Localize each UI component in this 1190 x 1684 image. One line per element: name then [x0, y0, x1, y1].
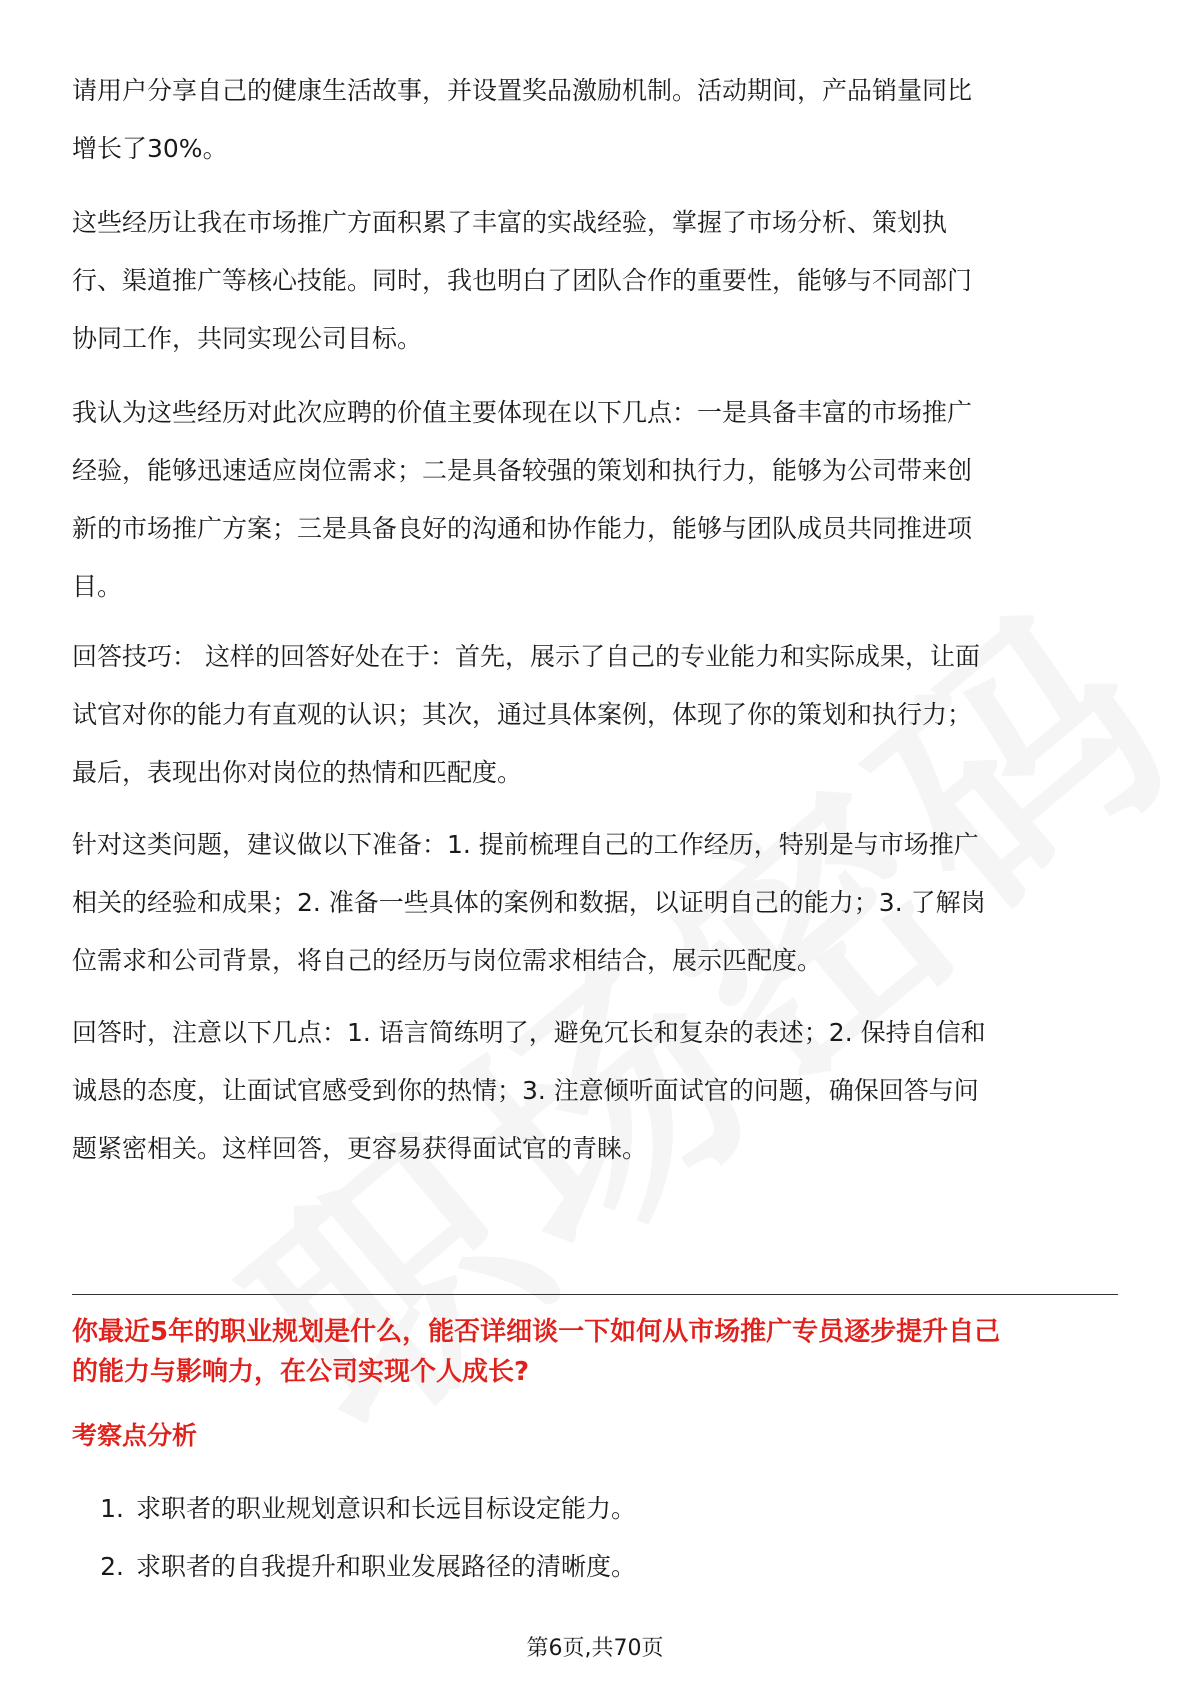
paragraph-answer-tips: [72, 628, 1118, 802]
list-item-text: 求职者的自我提升和职业发展路径的清晰度。: [136, 1552, 637, 1581]
text-line: 新的市场推广方案；三是具备良好的沟通和协作能力，能够与团队成员共同推进项: [72, 514, 973, 543]
text-line: 回答技巧： 这样的回答好处在于：首先，展示了自己的专业能力和实际成果，让面: [72, 642, 980, 671]
text-line: 增长了30%。: [72, 134, 228, 163]
interview-question: [72, 1312, 1118, 1392]
analysis-list: [72, 1480, 636, 1596]
paragraph-value-points: [72, 384, 1118, 616]
list-item-number: 1.: [100, 1494, 124, 1523]
text-line: 试官对你的能力有直观的认识；其次，通过具体案例，体现了你的策划和执行力；: [72, 700, 973, 729]
analysis-heading: 考察点分析: [72, 1421, 198, 1450]
text-line: 最后，表现出你对岗位的热情和匹配度。: [72, 758, 523, 787]
question-line: 的能力与影响力，在公司实现个人成长?: [72, 1357, 530, 1387]
list-item-text: 求职者的职业规划意识和长远目标设定能力。: [136, 1494, 637, 1523]
page-number: 第6页,共70页: [526, 1636, 664, 1661]
text-line: 针对这类问题，建议做以下准备：1. 提前梳理自己的工作经历，特别是与市场推广: [72, 830, 979, 859]
text-line: 经验，能够迅速适应岗位需求；二是具备较强的策划和执行力，能够为公司带来创: [72, 456, 973, 485]
list-item-number: 2.: [100, 1552, 124, 1581]
paragraph-promotion-result: [72, 62, 1118, 178]
text-line: 请用户分享自己的健康生活故事，并设置奖品激励机制。活动期间，产品销量同比: [72, 76, 973, 105]
text-line: 位需求和公司背景，将自己的经历与岗位需求相结合，展示匹配度。: [72, 946, 823, 975]
text-line: 目。: [72, 572, 123, 601]
paragraph-preparation: [72, 816, 1118, 990]
list-item: [72, 1538, 636, 1596]
text-line: 我认为这些经历对此次应聘的价值主要体现在以下几点：一是具备丰富的市场推广: [72, 398, 973, 427]
paragraph-experience-summary: [72, 194, 1118, 368]
text-line: 协同工作，共同实现公司目标。: [72, 324, 423, 353]
text-line: 回答时，注意以下几点：1. 语言简练明了，避免冗长和复杂的表述；2. 保持自信和: [72, 1018, 986, 1047]
text-line: 行、渠道推广等核心技能。同时，我也明白了团队合作的重要性，能够与不同部门: [72, 266, 973, 295]
section-divider: [72, 1294, 1118, 1295]
text-line: 相关的经验和成果；2. 准备一些具体的案例和数据，以证明自己的能力；3. 了解岗: [72, 888, 986, 917]
text-line: 这些经历让我在市场推广方面积累了丰富的实战经验，掌握了市场分析、策划执: [72, 208, 948, 237]
text-line: 诚恳的态度，让面试官感受到你的热情；3. 注意倾听面试官的问题，确保回答与问: [72, 1076, 979, 1105]
text-line: 题紧密相关。这样回答，更容易获得面试官的青睐。: [72, 1134, 648, 1163]
question-line: 你最近5年的职业规划是什么，能否详细谈一下如何从市场推广专员逐步提升自己: [72, 1317, 1001, 1347]
list-item: [72, 1480, 636, 1538]
paragraph-answer-notes: [72, 1004, 1118, 1178]
